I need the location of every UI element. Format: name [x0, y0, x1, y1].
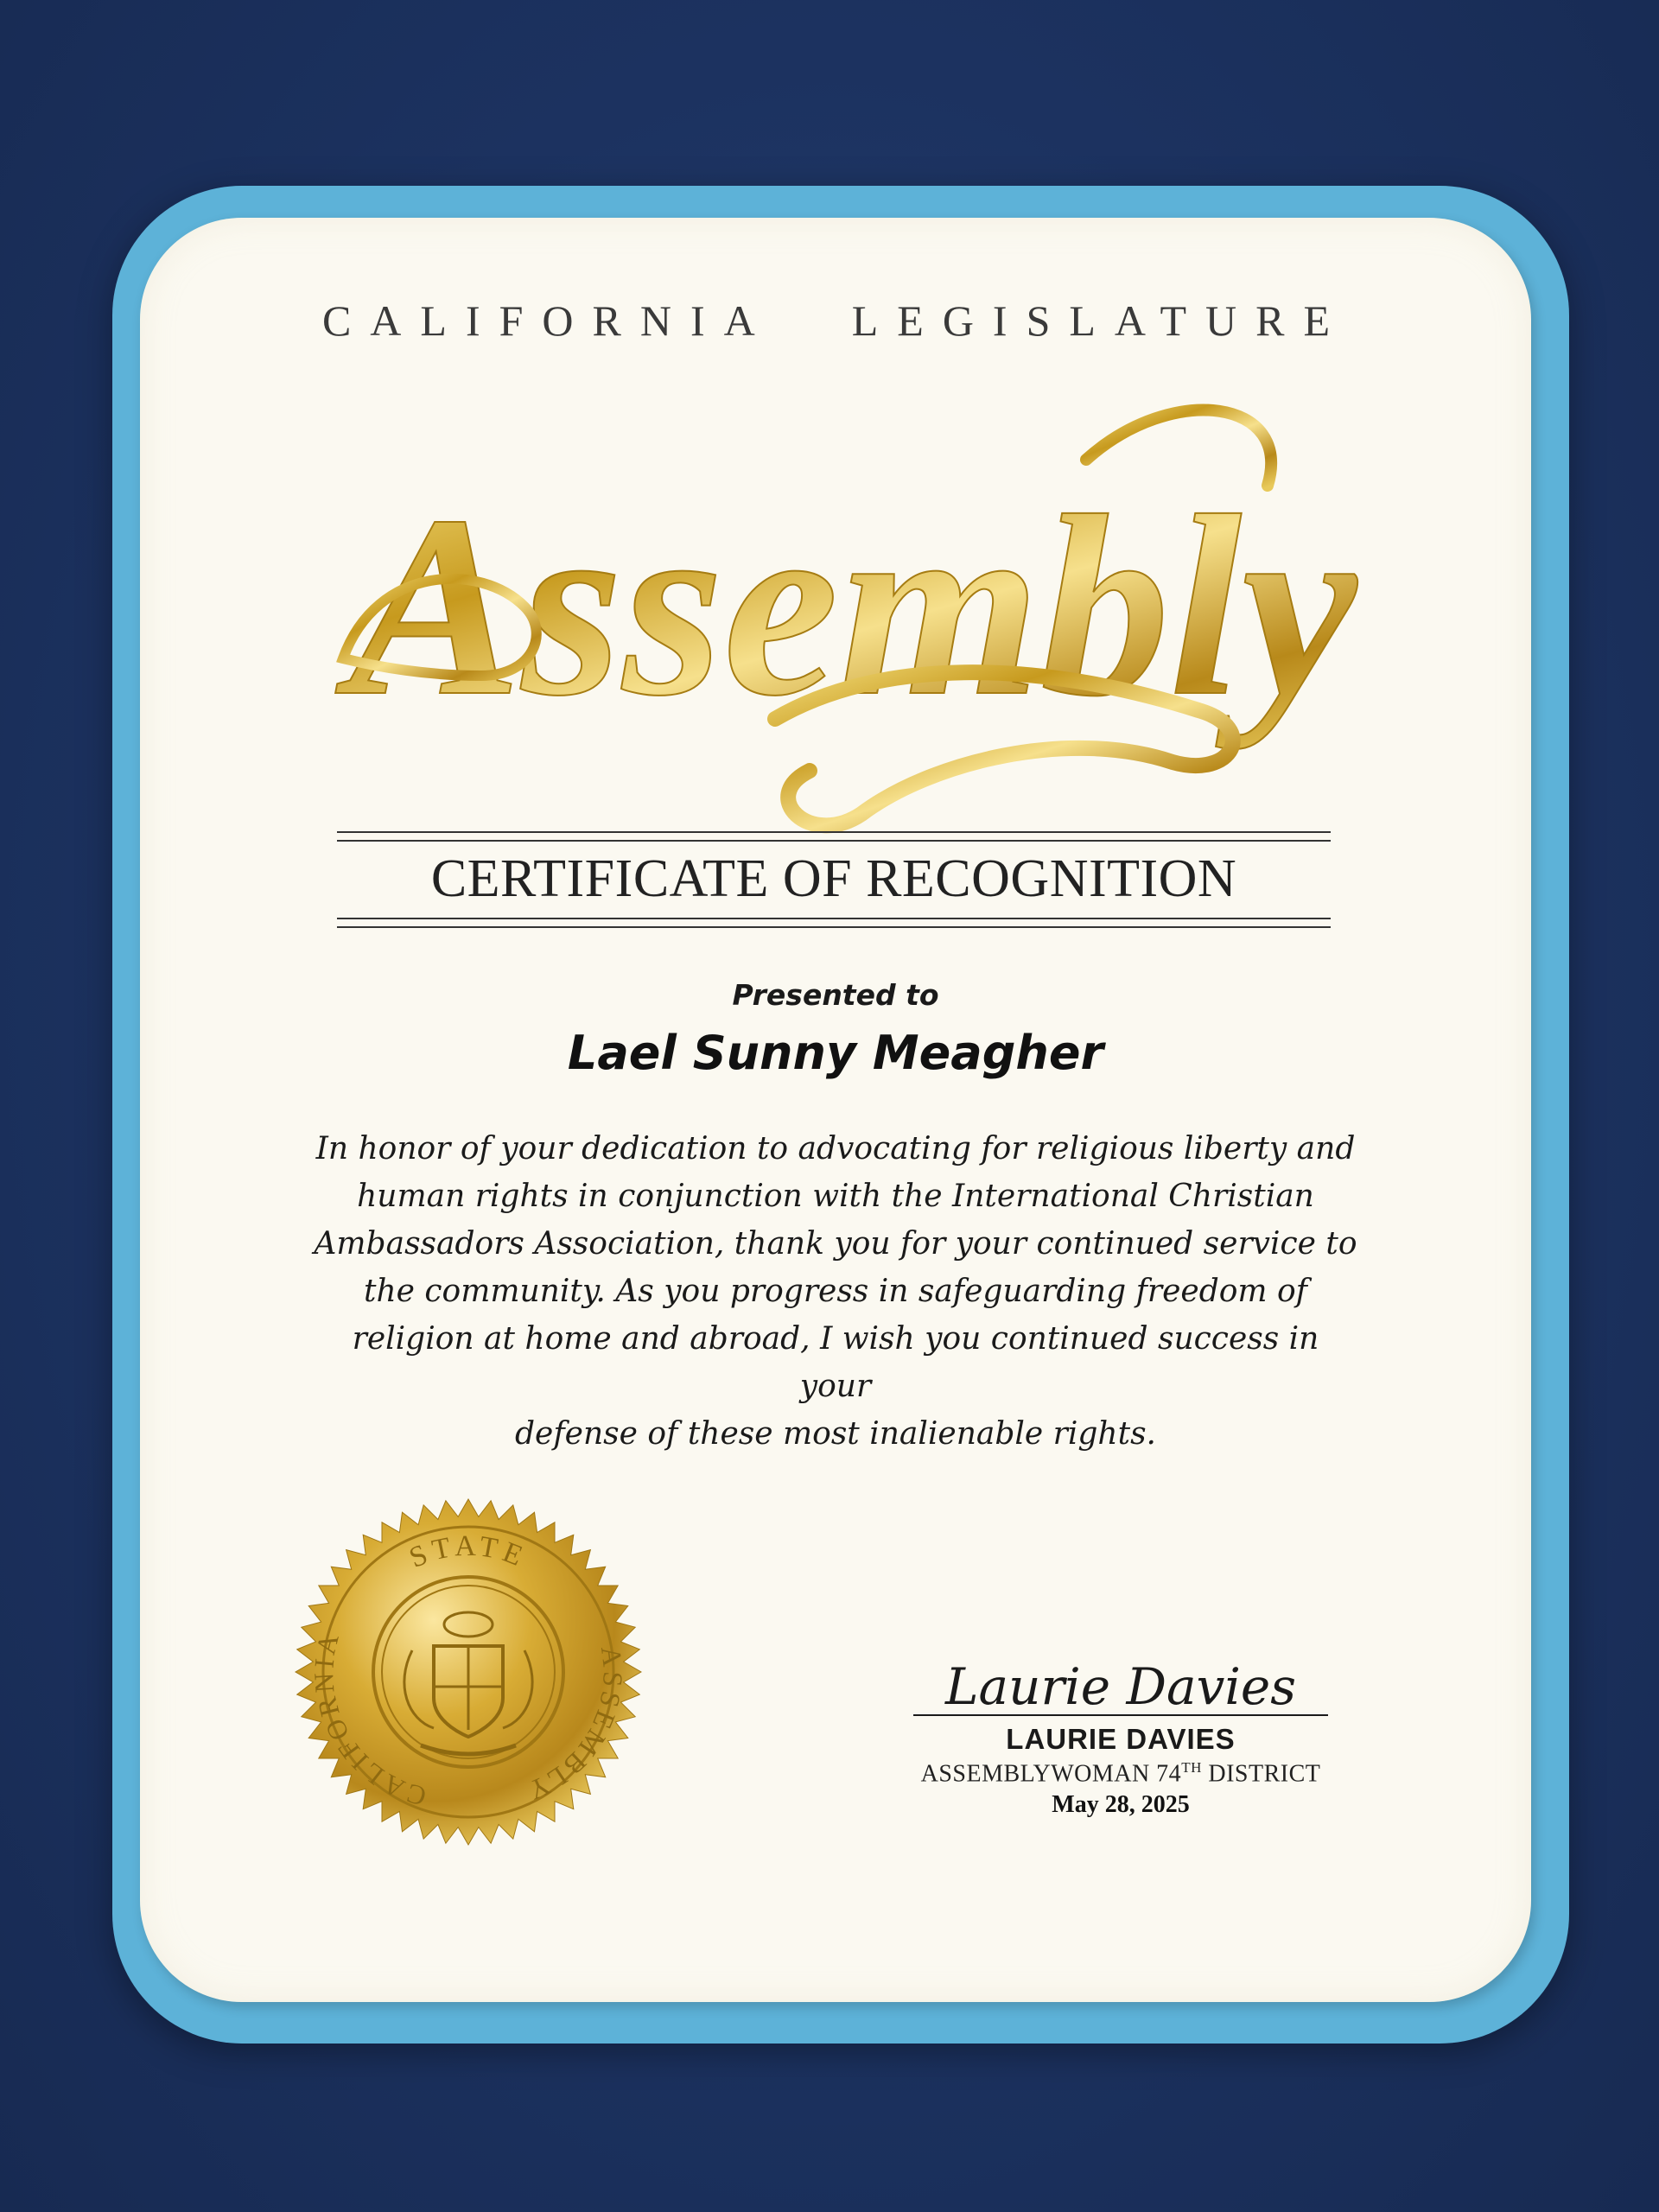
signature-script: Laurie Davies: [945, 1657, 1296, 1716]
signatory-title: [879, 1759, 1363, 1788]
signatory-title-superscript: TH: [1181, 1759, 1202, 1776]
assembly-wordmark-text: Assembly: [348, 462, 1357, 749]
seal-text-california: CALIFORNIA: [307, 1627, 430, 1813]
signatory-title-prefix: ASSEMBLYWOMAN 74: [920, 1760, 1182, 1788]
body-line: defense of these most inalienable rights.: [515, 1416, 1156, 1452]
signature-block: [879, 1639, 1363, 1819]
header-word-legislature: LEGISLATURE: [851, 296, 1350, 345]
certificate-title: CERTIFICATE OF RECOGNITION: [430, 849, 1237, 908]
body-line: In honor of your dedication to advocating for religious liberty and: [315, 1131, 1356, 1166]
certificate-date: May 28, 2025: [1052, 1791, 1190, 1819]
header-word-california: CALIFORNIA: [321, 296, 774, 345]
title-rule-bottom-1: [337, 918, 1331, 919]
seal-text-state: STATE: [404, 1529, 532, 1575]
body-line: human rights in conjunction with the International Christian: [357, 1179, 1314, 1214]
seal-text-assembly: ASSEMBLY: [520, 1644, 629, 1808]
body-line: Ambassadors Association, thank you for your continued service to: [314, 1226, 1357, 1262]
body-line: the community. As you progress in safeguarding freedom of: [363, 1274, 1308, 1309]
assembly-wordmark: [326, 347, 1363, 883]
recipient-name: Lael Sunny Meagher: [567, 1026, 1104, 1080]
presented-to-label: Presented to: [732, 978, 939, 1012]
legislature-header: [140, 296, 1531, 346]
title-rule-top-1: [337, 831, 1331, 833]
body-line: religion at home and abroad, I wish you continued success in your: [352, 1321, 1319, 1404]
signature-image: [879, 1639, 1363, 1726]
title-rule-top-2: [337, 840, 1331, 842]
california-state-seal-icon: [291, 1495, 645, 1849]
title-rule-bottom-2: [337, 926, 1331, 928]
certificate-body: [313, 1125, 1358, 1458]
signatory-title-suffix: DISTRICT: [1201, 1760, 1321, 1788]
signatory-name: LAURIE DAVIES: [1006, 1723, 1236, 1755]
certificate-title-band: [337, 831, 1331, 935]
certificate-paper: [140, 218, 1531, 2002]
